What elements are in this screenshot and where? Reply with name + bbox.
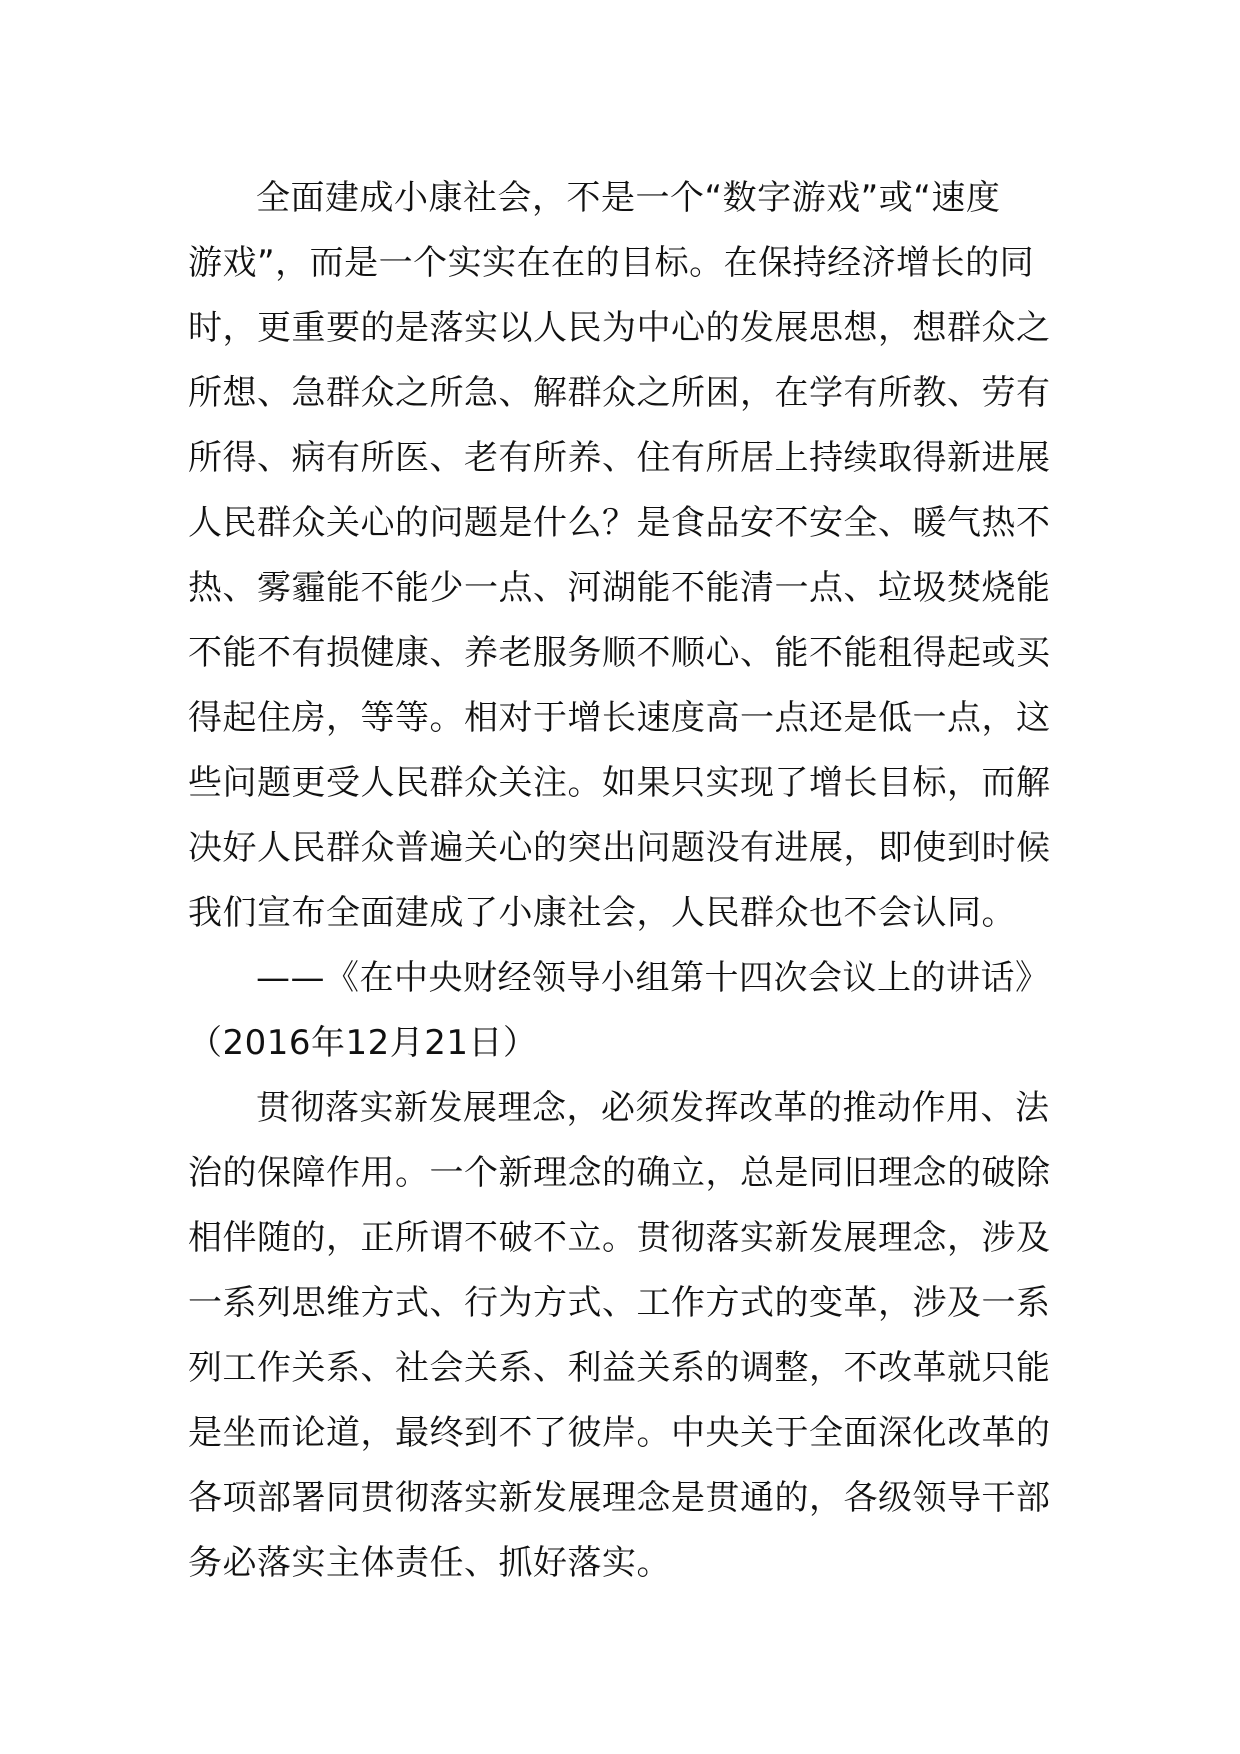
- text-line: 是坐而论道，最终到不了彼岸。中央关于全面深化改革的: [188, 1413, 1051, 1453]
- text-line: 贯彻落实新发展理念，必须发挥改革的推动作用、法: [256, 1088, 1050, 1128]
- text-line: 各项部署同贯彻落实新发展理念是贯通的，各级领导干部: [188, 1478, 1051, 1518]
- text-line: 不能不有损健康、养老服务顺不顺心、能不能租得起或买: [188, 633, 1051, 673]
- source-citation: [188, 946, 1068, 1076]
- text-line: 全面建成小康社会，不是一个“数字游戏”或“速度: [256, 178, 1001, 218]
- paragraph-xiaokang: [188, 166, 1068, 946]
- text-line: 游戏”，而是一个实实在在的目标。在保持经济增长的同: [188, 243, 1035, 283]
- text-line: 热、雾霾能不能少一点、河湖能不能清一点、垃圾焚烧能: [188, 568, 1051, 608]
- text-line: 些问题更受人民群众关注。如果只实现了增长目标，而解: [188, 763, 1051, 803]
- paragraph-new-development: [188, 1076, 1068, 1596]
- text-line: 相伴随的，正所谓不破不立。贯彻落实新发展理念，涉及: [188, 1218, 1051, 1258]
- citation-date: （2016年12月21日）: [188, 1023, 538, 1063]
- text-line: 一系列思维方式、行为方式、工作方式的变革，涉及一系: [188, 1283, 1051, 1323]
- text-line: 所得、病有所医、老有所养、住有所居上持续取得新进展: [188, 438, 1051, 478]
- text-line: 所想、急群众之所急、解群众之所困，在学有所教、劳有: [188, 373, 1051, 413]
- text-line: 时，更重要的是落实以人民为中心的发展思想，想群众之: [188, 308, 1051, 348]
- text-line: 列工作关系、社会关系、利益关系的调整，不改革就只能: [188, 1348, 1051, 1388]
- text-line: 务必落实主体责任、抓好落实。: [188, 1543, 671, 1583]
- citation-title: ——《在中央财经领导小组第十四次会议上的讲话》: [256, 958, 1050, 998]
- text-line: 得起住房，等等。相对于增长速度高一点还是低一点，这: [188, 698, 1051, 738]
- text-line: 人民群众关心的问题是什么？是食品安不安全、暖气热不: [188, 503, 1051, 543]
- body-text: [188, 166, 1068, 1596]
- text-line: 我们宣布全面建成了小康社会，人民群众也不会认同。: [188, 893, 1016, 933]
- text-line: 决好人民群众普遍关心的突出问题没有进展，即使到时候: [188, 828, 1051, 868]
- text-line: 治的保障作用。一个新理念的确立，总是同旧理念的破除: [188, 1153, 1051, 1193]
